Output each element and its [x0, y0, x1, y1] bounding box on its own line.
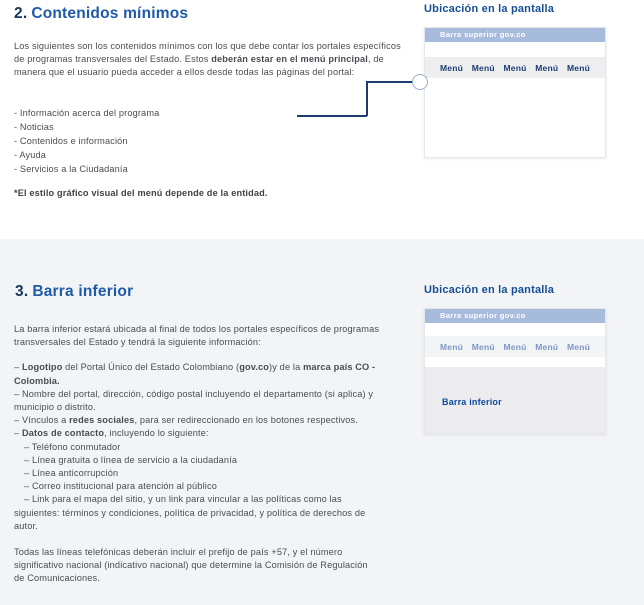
section3-title-text: Barra inferior: [32, 283, 134, 300]
mockup-menu-item: Menú: [440, 341, 463, 352]
section2-paragraph: Los siguientes son los contenidos mínimos con los que debe contar los portales específicos de programas transversales del Estado. Estos deberán estar en el menú principal, de manera que el usuario pueda acceder a ellos desde todas las páginas del portal:: [14, 41, 401, 78]
contact-subitem: – Teléfono conmutador: [24, 441, 121, 452]
mockup-menu-item: Menú: [440, 62, 463, 73]
section2-title-number: 2.: [14, 5, 28, 22]
mockup-menu-item: Menú: [503, 62, 527, 73]
section2-footnote: *El estilo gráfico visual del menú depende de la entidad.: [14, 188, 268, 198]
section3-text-column: [14, 323, 382, 586]
connector-line-horizontal-top: [366, 81, 412, 83]
mockup-bottom-bar-label: Barra inferior: [442, 397, 502, 407]
mockup-topbar: Barra superior gov.co: [425, 309, 605, 323]
footer-info-item: – Logotipo del Portal Único del Estado Colombiano (gov.co)y de la marca país CO - Colombia.: [14, 362, 376, 386]
screen-mockup-card-bottom: [424, 308, 606, 434]
list-item: - Contenidos e información: [14, 136, 128, 146]
list-item: - Servicios a la Ciudadanía: [14, 164, 128, 174]
mockup-menu-item: Menú: [471, 341, 495, 352]
contact-subitem: – Línea gratuita o línea de servicio a la ciudadanía: [24, 454, 238, 465]
section2-title-text: Contenidos mínimos: [31, 5, 189, 22]
connector-line-vertical: [366, 81, 368, 116]
mockup-menu-bar: [425, 336, 605, 357]
section2-contents-list: [14, 106, 406, 176]
mockup-menu-item: Menú: [567, 341, 590, 352]
section3-title-number: 3.: [15, 283, 29, 300]
section3-title: [15, 283, 133, 301]
list-item: - Noticias: [14, 122, 54, 132]
mockup-bottom-bar-area: [425, 367, 605, 433]
mockup-spacer-row: [425, 42, 605, 57]
section2-panel-heading: Ubicación en la pantalla: [424, 3, 555, 15]
mockup-menu-item: Menú: [471, 62, 495, 73]
mockup-topbar: Barra superior gov.co: [425, 28, 605, 42]
screen-mockup-card-top: [424, 27, 606, 158]
contact-subitem: – Link para el mapa del sitio, y un link para vincular a las políticas como las siguientes: términos y condiciones, política de privacidad, y política de derechos de autor.: [14, 494, 366, 531]
mockup-menu-item: Menú: [503, 341, 527, 352]
section3-closing-paragraph: Todas las líneas telefónicas deberán incluir el prefijo de país +57, y el número significativo nacional (indicativo nacional) que determine la Comisión de Regulación de Comunicaciones.: [14, 547, 368, 584]
mockup-content-area: [425, 78, 605, 157]
section3-items-list: [14, 361, 376, 585]
footer-info-item: – Datos de contacto, incluyendo lo siguiente:: [14, 428, 209, 439]
mockup-menu-item: Menú: [535, 341, 559, 352]
contact-subitem: – Correo institucional para atención al público: [24, 481, 217, 492]
list-item: - Información acerca del programa: [14, 108, 160, 118]
mockup-menu-item: Menú: [535, 62, 559, 73]
callout-circle: [412, 74, 428, 90]
mockup-spacer-row: [425, 323, 605, 336]
list-item: - Ayuda: [14, 150, 47, 160]
mockup-spacer-row: [425, 357, 605, 367]
contact-subitem: – Línea anticorrupción: [24, 468, 119, 479]
connector-line-horizontal-bottom: [297, 115, 367, 117]
footer-info-item: – Vínculos a redes sociales, para ser redireccionado en los botones respectivos.: [14, 415, 358, 426]
footer-info-item: – Nombre del portal, dirección, código postal incluyendo el departamento (si aplica) y municipio o distrito.: [14, 388, 374, 413]
section3-panel-heading: Ubicación en la pantalla: [424, 284, 555, 296]
section3-intro: La barra inferior estará ubicada al final de todos los portales específicos de programas transversales del Estado y tendrá la siguiente información:: [14, 324, 380, 348]
mockup-menu-item: Menú: [567, 62, 590, 73]
section2-title: [14, 5, 188, 23]
mockup-menu-bar: [425, 57, 605, 78]
